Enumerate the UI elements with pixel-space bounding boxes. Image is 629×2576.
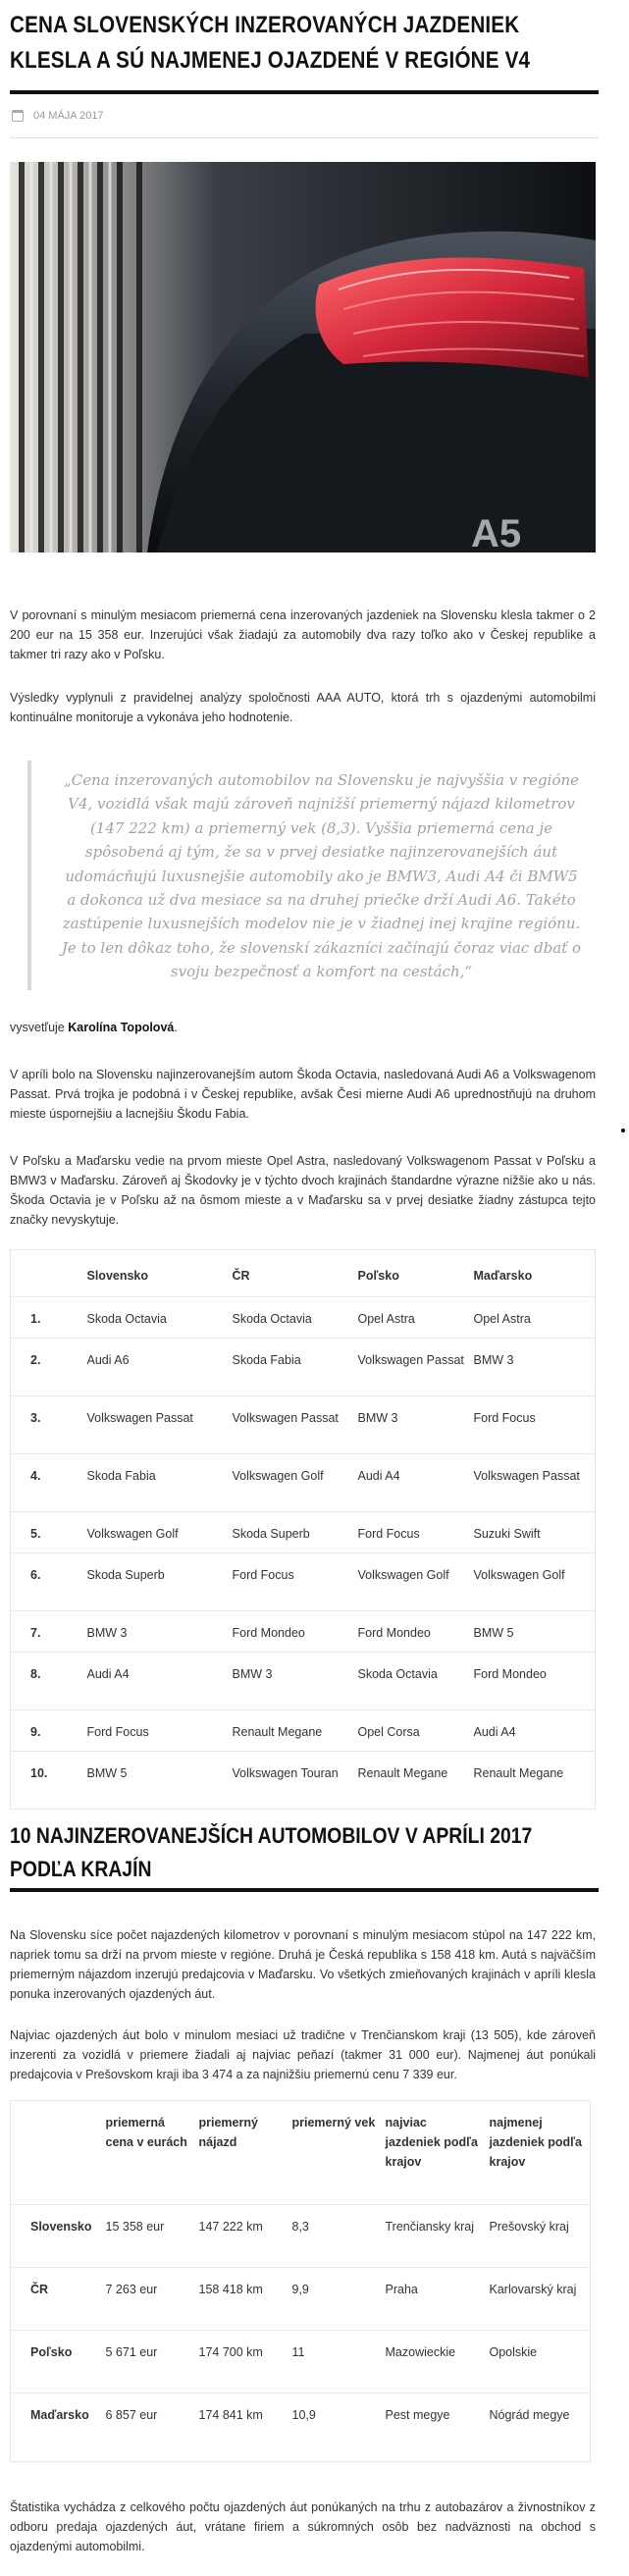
table-cell: 1.: [11, 1296, 87, 1338]
table-header-cell: priemerný nájazd: [198, 2115, 258, 2149]
table-cell: Prešovský kraj: [490, 2204, 591, 2267]
table-header-cell: najviac jazdeniek podľa krajov: [385, 2115, 478, 2169]
scroll-indicator: [621, 1129, 625, 1132]
table-header-cell: najmenej jazdeniek podľa krajov: [489, 2115, 582, 2169]
paragraph-attribution: [10, 1018, 596, 1037]
table-cell: Volkswagen Passat: [358, 1338, 474, 1395]
table-cell: Volkswagen Passat: [87, 1395, 233, 1453]
table-cell: Renault Megane: [233, 1709, 358, 1751]
table-cell: Volkswagen Passat: [474, 1453, 596, 1511]
table-row: [11, 1296, 596, 1338]
title-rule: [10, 90, 599, 94]
table-cell: 15 358 eur: [106, 2204, 199, 2267]
table-row: [11, 2330, 591, 2392]
table-cell: 11: [292, 2330, 386, 2392]
stats-table: [10, 2100, 591, 2462]
paragraph-intro: V porovnaní s minulým mesiacom priemerná cena inzerovaných jazdeniek na Slovensku klesla takmer o 2 200 eur na 15 358 eur. Inzerujúci však žiadajú za automobily dva razy toľko ako v Českej republike a takmer tri razy ako v Poľsku.: [10, 608, 596, 661]
table-cell: Slovensko: [11, 2204, 106, 2267]
table-cell: BMW 5: [474, 1610, 596, 1652]
table-cell: Renault Megane: [474, 1751, 596, 1809]
table-cell: 6.: [11, 1552, 87, 1610]
table-cell: 4.: [11, 1453, 87, 1511]
table-cell: Skoda Fabia: [233, 1338, 358, 1395]
table-cell: ČR: [11, 2267, 106, 2330]
table-cell: Audi A4: [87, 1652, 233, 1709]
heading-rule: [10, 1888, 599, 1892]
paragraph-slovakia-czech: V apríli bolo na Slovensku najinzerovanejším autom Škoda Octavia, nasledovaná Audi A6 a Volkswagenom Passat. Prvá trojka je podobná i v Českej republike, avšak Česi mierne Audi A6 uprednostňujú na druhom mieste úspornejšiu a lacnejšiu Škodu Fabia.: [10, 1067, 596, 1121]
table-cell: 7.: [11, 1610, 87, 1652]
table-cell: 6 857 eur: [106, 2392, 199, 2461]
table-cell: Nógrád megye: [490, 2392, 591, 2461]
table-cell: Skoda Superb: [233, 1511, 358, 1552]
table-cell: Suzuki Swift: [474, 1511, 596, 1552]
table-cell: Ford Mondeo: [358, 1610, 474, 1652]
table-cell: BMW 3: [358, 1395, 474, 1453]
paragraph-methodology: Štatistika vychádza z celkového počtu ojazdených áut ponúkaných na trhu z autobazárov a živnostníkov z odboru predaja ojazdených áut, vrátane firiem a súkromných osôb bez nadväznosti na obchod s ojazdenými automobilmi.: [10, 2499, 596, 2553]
table-cell: Mazowieckie: [386, 2330, 490, 2392]
calendar-icon: [12, 110, 24, 122]
table-cell: 10,9: [292, 2392, 386, 2461]
table-cell: Ford Focus: [233, 1552, 358, 1610]
table-cell: Skoda Octavia: [233, 1296, 358, 1338]
table-cell: Opolskie: [490, 2330, 591, 2392]
table-cell: Praha: [386, 2267, 490, 2330]
article-meta: [10, 108, 596, 124]
table-cell: 174 700 km: [199, 2330, 292, 2392]
table-row: [11, 1652, 596, 1709]
paragraph-poland-hungary: V Poľsku a Maďarsku vedie na prvom mieste Opel Astra, nasledovaný Volkswagenom Passat v Poľsku a BMW3 v Maďarsku. Zároveň aj Škodovky je v týchto dvoch krajinách štandardne výrazne nižšie ako u nás. Škoda Octavia je v Poľsku až na ôsmom mieste a v Maďarsku sa v prvej desiatke žiadny zástupca tejto značky nevyskytuje.: [10, 1153, 596, 1227]
table-header-row: [11, 1249, 596, 1296]
table-row: [11, 1610, 596, 1652]
meta-divider: [10, 137, 599, 138]
table-cell: BMW 3: [87, 1610, 233, 1652]
article-date: 04 MÁJA 2017: [33, 110, 104, 122]
table-cell: Ford Focus: [87, 1709, 233, 1751]
table-cell: 3.: [11, 1395, 87, 1453]
author-name: Karolína Topolová: [68, 1020, 175, 1034]
table-cell: BMW 5: [87, 1751, 233, 1809]
table-cell: Opel Corsa: [358, 1709, 474, 1751]
table-cell: BMW 3: [233, 1652, 358, 1709]
table-header-cell: Poľsko: [357, 1268, 399, 1283]
table-cell: Volkswagen Golf: [474, 1552, 596, 1610]
table-row: [11, 1453, 596, 1511]
table-row: [11, 1751, 596, 1809]
table-cell: 2.: [11, 1338, 87, 1395]
table-cell: 7 263 eur: [106, 2267, 199, 2330]
table-cell: 5 671 eur: [106, 2330, 199, 2392]
table-cell: 147 222 km: [199, 2204, 292, 2267]
table-cell: 8,3: [292, 2204, 386, 2267]
table-header-cell: Maďarsko: [473, 1268, 533, 1283]
table-cell: Volkswagen Golf: [87, 1511, 233, 1552]
table-row: [11, 2392, 591, 2461]
car-taillight-photo-icon: [10, 162, 596, 552]
table-cell: Skoda Superb: [87, 1552, 233, 1610]
table-row: [11, 2204, 591, 2267]
paragraph-source: Výsledky vyplynuli z pravidelnej analýzy spoločnosti AAA AUTO, ktorá trh s ojazdenými automobilmi kontinuálne monitoruje a vykonáva jeho hodnotenie.: [10, 691, 596, 724]
table-cell: Opel Astra: [358, 1296, 474, 1338]
quote-block: „Cena inzerovaných automobilov na Slovensku je najvyššia v regióne V4, vozidlá však majú zároveň najnižší priemerný nájazd kilometrov (147 222 km) a priemerný vek (8,3). Vyššia priemerná cena je spôsobená aj tým, že sa v prvej desiatke najinzerovanejších áut udomácňujú luxusnejšie automobily ako je BMW3, Audi A4 či BMW5 a dokonca už dva mesiace sa na druhej priečke drží Audi A6. Takéto zastúpenie luxusnejších modelov nie je v žiadnej inej krajine regiónu. Je to len dôkaz toho, že slovenskí zákazníci začínajú čoraz viac dbať o svoju bezpečnosť a komfort na cestách,“: [27, 761, 596, 990]
table-row: [11, 1395, 596, 1453]
table-header-cell: priemerný vek: [291, 2115, 376, 2129]
table-cell: BMW 3: [474, 1338, 596, 1395]
table-cell: Audi A6: [87, 1338, 233, 1395]
table-cell: Trenčiansky kraj: [386, 2204, 490, 2267]
hero-image: [10, 162, 596, 552]
paragraph-regions: Najviac ojazdených áut bolo v minulom mesiaci už tradične v Trenčianskom kraji (13 505), kde zároveň inzerenti za vozidlá v priemere žiadali aj najviac peňazí (takmer 31 000 eur). Najmenej áut ponúkali predajcovia v Prešovskom kraji iba 3 474 a za najnižšiu priemernú cenu 7 339 eur.: [10, 2027, 596, 2081]
table-cell: 158 418 km: [199, 2267, 292, 2330]
table-header-row: [11, 2100, 591, 2204]
table-cell: Skoda Octavia: [358, 1652, 474, 1709]
table-cell: 174 841 km: [199, 2392, 292, 2461]
table-cell: 5.: [11, 1511, 87, 1552]
table-cell: Poľsko: [11, 2330, 106, 2392]
table-cell: Volkswagen Golf: [233, 1453, 358, 1511]
table-cell: Volkswagen Passat: [233, 1395, 358, 1453]
table-cell: Pest megye: [386, 2392, 490, 2461]
table-row: [11, 1552, 596, 1610]
table-cell: 8.: [11, 1652, 87, 1709]
table-header-cell: priemerná cena v eurách: [105, 2115, 187, 2149]
table-cell: Volkswagen Golf: [358, 1552, 474, 1610]
table-cell: Audi A4: [358, 1453, 474, 1511]
svg-text:A5: A5: [471, 512, 522, 552]
section-heading: 10 NAJINZEROVANEJŠÍCH AUTOMOBILOV V APRÍLI 2017 PODĽA KRAJÍN: [10, 1822, 533, 1881]
table-header-cell: Slovensko: [86, 1268, 149, 1283]
table-cell: Opel Astra: [474, 1296, 596, 1338]
table-cell: Maďarsko: [11, 2392, 106, 2461]
table-header-cell: [11, 1249, 87, 1296]
table-cell: Volkswagen Touran: [233, 1751, 358, 1809]
table-row: [11, 1338, 596, 1395]
top10-table: [10, 1249, 596, 1810]
table-cell: Karlovarský kraj: [490, 2267, 591, 2330]
table-cell: 9.: [11, 1709, 87, 1751]
table-header-cell: [11, 2100, 106, 2204]
table-cell: Skoda Octavia: [87, 1296, 233, 1338]
table-row: [11, 1511, 596, 1552]
table-cell: Renault Megane: [358, 1751, 474, 1809]
table-cell: 10.: [11, 1751, 87, 1809]
paragraph-mileage: Na Slovensku síce počet najazdených kilometrov v porovnaní s minulým mesiacom stúpol na 147 222 km, napriek tomu sa drží na prvom mieste v regióne. Druhá je Česká republika s 158 418 km. Autá s najväčším priemerným nájazdom inzerujú predajcovia v Maďarsku. Vo všetkých zmieňovaných krajinách v apríli klesla ponuka inzerovaných ojazdených áut.: [10, 1927, 596, 2001]
table-cell: Ford Focus: [474, 1395, 596, 1453]
table-cell: Ford Mondeo: [233, 1610, 358, 1652]
table-cell: 9,9: [292, 2267, 386, 2330]
table-cell: Skoda Fabia: [87, 1453, 233, 1511]
article-title: CENA SLOVENSKÝCH INZEROVANÝCH JAZDENIEK KLESLA A SÚ NAJMENEJ OJAZDENÉ V REGIÓNE V4: [10, 12, 531, 74]
table-header-cell: ČR: [232, 1268, 250, 1283]
table-row: [11, 2267, 591, 2330]
table-cell: Ford Mondeo: [474, 1652, 596, 1709]
table-row: [11, 1709, 596, 1751]
attribution-suffix: .: [174, 1020, 178, 1034]
table-cell: Audi A4: [474, 1709, 596, 1751]
table-cell: Ford Focus: [358, 1511, 474, 1552]
attribution-prefix: vysvetľuje: [10, 1020, 69, 1034]
